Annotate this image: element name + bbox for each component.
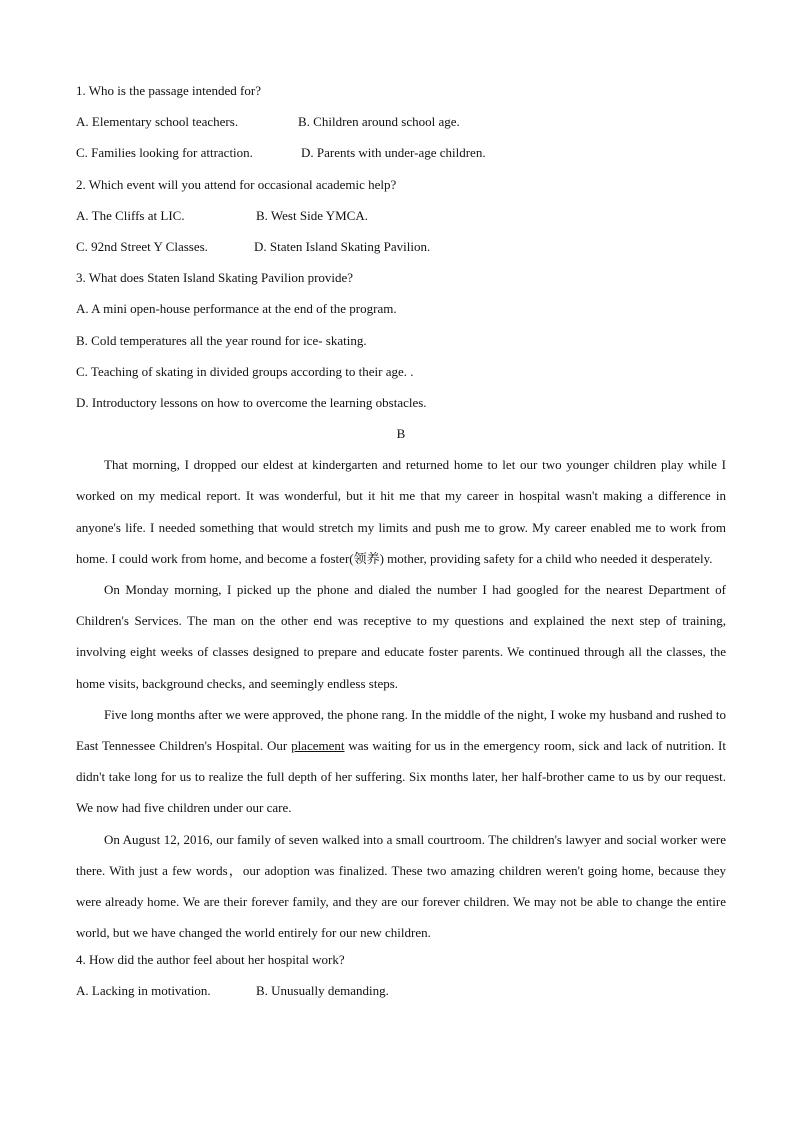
option-b: B. Children around school age.: [298, 114, 460, 130]
underlined-word: placement: [291, 738, 345, 754]
option-d: D. Staten Island Skating Pavilion.: [254, 238, 431, 254]
passage-paragraph-3: [76, 699, 726, 824]
option-b: B. West Side YMCA.: [256, 207, 368, 223]
question-4-options-row-1: [76, 980, 726, 1011]
option-a: A. The Cliffs at LIC.: [76, 207, 185, 223]
passage: [76, 454, 726, 953]
option-c: C. Teaching of skating in divided groups according to their age. .: [76, 363, 414, 379]
option-c: C. Families looking for attraction.: [76, 145, 253, 161]
question-3-stem: 3. What does Staten Island Skating Pavilion provide?: [76, 270, 354, 286]
option-d: D. Parents with under-age children.: [301, 145, 486, 161]
option-b: B. Unusually demanding.: [256, 982, 389, 998]
question-2-stem: 2. Which event will you attend for occasional academic help?: [76, 176, 397, 192]
document-page: [76, 80, 726, 1016]
question-2-options-row-1: [76, 205, 726, 236]
section-heading: B: [396, 426, 406, 442]
question-1-options-row-2: [76, 142, 726, 173]
passage-paragraph-1: That morning, I dropped our eldest at kindergarten and returned home to let our two younger children play while I worked on my medical report. It was wonderful, but it hit me that my career in hospital wasn't making a difference in anyone's life. I needed something that would stretch my limits and push me to grow. My career enabled me to work from home. I could work from home, and become a foster(领养) mother, providing safety for a child who needed it desperately.: [76, 457, 726, 566]
question-4-stem: 4. How did the author feel about her hospital work?: [76, 951, 345, 967]
option-b: B. Cold temperatures all the year round for ice- skating.: [76, 332, 367, 348]
option-d: D. Introductory lessons on how to overcome the learning obstacles.: [76, 394, 427, 410]
option-a: A. A mini open-house performance at the end of the program.: [76, 301, 397, 317]
option-a: A. Lacking in motivation.: [76, 982, 211, 998]
passage-paragraph-2: On Monday morning, I picked up the phone and dialed the number I had googled for the nearest Department of Children's Services. The man on the other end was receptive to my questions and explained the next step of training, involving eight weeks of classes designed to prepare and educate foster parents. We continued through all the classes, the home visits, background checks, and seemingly endless steps.: [76, 582, 726, 691]
question-1-stem: 1. Who is the passage intended for?: [76, 83, 261, 98]
option-a: A. Elementary school teachers.: [76, 114, 239, 130]
question-1-options-row-1: [76, 111, 726, 142]
option-c: C. 92nd Street Y Classes.: [76, 238, 208, 254]
passage-paragraph-4: On August 12, 2016, our family of seven walked into a small courtroom. The children's lawyer and social worker were there. With just a few words，our adoption was finalized. These two amazing children weren't going home, because they were already home. We are their forever family, and they are our forever children. We may not be able to change the entire world, but we have changed the world entirely for our new children.: [76, 831, 726, 941]
paragraph-3-text-start: Five long months after we were approved, the phone rang. In the middle of the night, I woke my husband and rushed to East Tennessee Children's Hospital. Our: [76, 706, 726, 754]
question-2-options-row-2: [76, 236, 726, 267]
paragraph-3-text-end: was waiting for us in the emergency room, sick and lack of nutrition. It didn't take long for us to realize the full depth of her suffering. Six months later, her half-brother came to us by our request. We now had five children under our care.: [76, 738, 726, 816]
